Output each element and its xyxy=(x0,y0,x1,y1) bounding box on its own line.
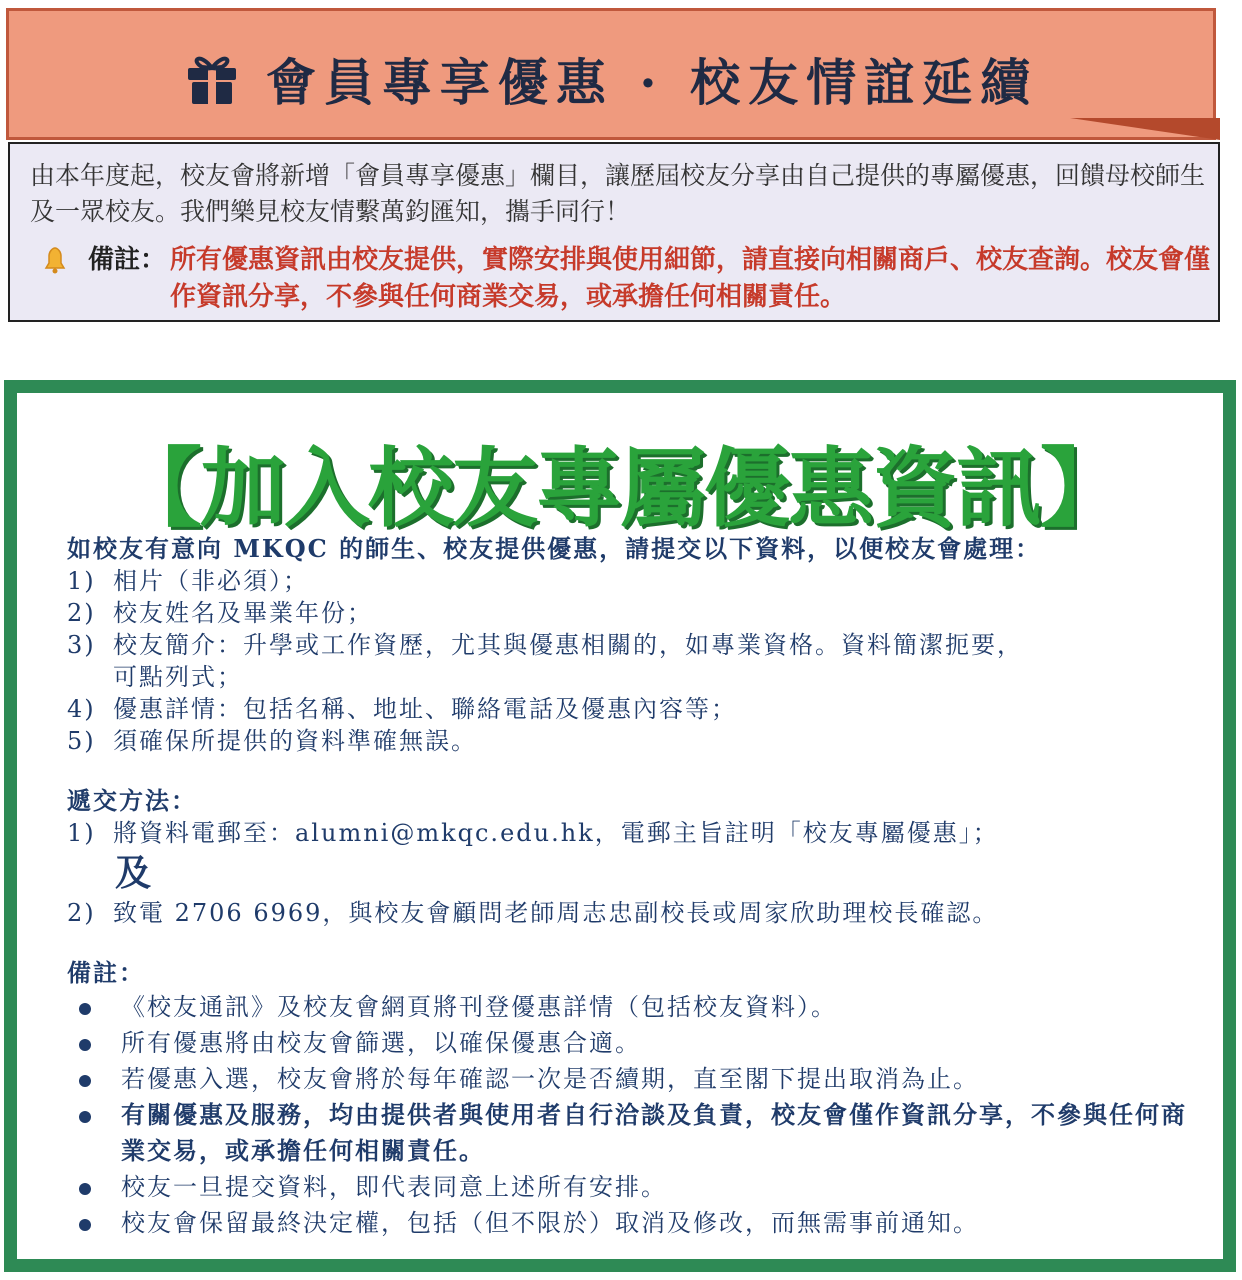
banner-fold-decoration xyxy=(1070,118,1220,140)
list-number: 3) xyxy=(67,631,96,659)
remark-item xyxy=(67,989,1197,1025)
bullet-dot xyxy=(79,1183,91,1195)
list-text: 校友簡介：升學或工作資歷，尤其與優惠相關的，如專業資格。資料簡潔扼要， xyxy=(113,631,1023,659)
bullet-dot xyxy=(79,1219,91,1231)
bullet-dot xyxy=(79,1075,91,1087)
list-text: 可點列式； xyxy=(113,663,243,691)
list-text: 校友姓名及畢業年份； xyxy=(113,599,373,627)
bullet-dot xyxy=(79,1003,91,1015)
remark-item-emphasis xyxy=(67,1097,1197,1169)
list-item xyxy=(67,629,1197,661)
note-label: 備註： xyxy=(88,245,167,275)
intro-text: 由本年度起，校友會將新增「會員專享優惠」欄目，讓歷屆校友分享由自己提供的專屬優惠，回饋母校師生及一眾校友。我們樂見校友情繫萬鈞匯知，攜手同行！ xyxy=(30,161,1206,226)
list-number: 2) xyxy=(67,899,96,927)
join-section xyxy=(16,392,1224,1260)
join-section-frame xyxy=(4,380,1236,1272)
remark-text: 所有優惠將由校友會篩選，以確保優惠合適。 xyxy=(121,1029,641,1057)
list-text: 優惠詳情：包括名稱、地址、聯絡電話及優惠內容等； xyxy=(113,695,737,723)
bell-icon xyxy=(40,246,70,274)
page-title: 會員專享優惠 · 校友情誼延續 xyxy=(265,53,1039,112)
submit-heading: 遞交方法： xyxy=(67,786,197,815)
remark-text: 《校友通訊》及校友會網頁將刊登優惠詳情（包括校友資料）。 xyxy=(121,993,837,1021)
submit-step-email xyxy=(67,817,1197,849)
submit-step-phone xyxy=(67,897,1197,929)
remark-item xyxy=(67,1025,1197,1061)
list-item xyxy=(67,565,1197,597)
list-text: 須確保所提供的資料準確無誤。 xyxy=(113,727,477,755)
remark-item xyxy=(67,1205,1197,1241)
list-item-continuation xyxy=(67,661,1197,693)
list-number: 5) xyxy=(67,727,96,755)
lead-text: 如校友有意向 MKQC 的師生、校友提供優惠，請提交以下資料，以便校友會處理： xyxy=(67,534,1042,563)
remark-item xyxy=(67,1061,1197,1097)
submit-email-text: 將資料電郵至：alumni@mkqc.edu.hk，電郵主旨註明「校友專屬優惠」； xyxy=(113,819,999,847)
note-text: 所有優惠資訊由校友提供，實際安排與使用細節，請直接向相關商戶、校友查詢。校友會僅作資訊分享，不參與任何商業交易，或承擔任何相關責任。 xyxy=(170,245,1211,312)
header-banner xyxy=(6,8,1216,140)
intro-box xyxy=(8,142,1220,322)
list-number: 1) xyxy=(67,567,96,595)
list-number: 1) xyxy=(67,819,96,847)
list-text: 相片（非必須）； xyxy=(113,567,309,595)
remark-text: 有關優惠及服務，均由提供者與使用者自行洽談及負責，校友會僅作資訊分享，不參與任何商業交易，或承擔任何相關責任。 xyxy=(121,1100,1187,1165)
submit-phone-text: 致電 2706 6969，與校友會顧問老師周志忠副校長或周家欣助理校長確認。 xyxy=(113,899,999,927)
section-title: 【加入校友專屬優惠資訊】 xyxy=(116,439,1124,539)
remark-text: 若優惠入選，校友會將於每年確認一次是否續期，直至閣下提出取消為止。 xyxy=(121,1065,979,1093)
remark-text: 校友一旦提交資料，即代表同意上述所有安排。 xyxy=(121,1173,667,1201)
gift-icon xyxy=(184,52,240,106)
list-number: 4) xyxy=(67,695,96,723)
remarks-heading: 備註： xyxy=(67,958,145,987)
and-word: 及 xyxy=(115,852,154,894)
remark-item xyxy=(67,1169,1197,1205)
list-number: 2) xyxy=(67,599,96,627)
bullet-dot xyxy=(79,1039,91,1051)
section-content xyxy=(67,533,1197,1241)
list-item xyxy=(67,597,1197,629)
bullet-dot xyxy=(79,1111,91,1123)
banner-title-row xyxy=(9,43,1213,115)
remark-text: 校友會保留最終決定權，包括（但不限於）取消及修改，而無需事前通知。 xyxy=(121,1209,979,1237)
list-item xyxy=(67,725,1197,757)
list-item xyxy=(67,693,1197,725)
